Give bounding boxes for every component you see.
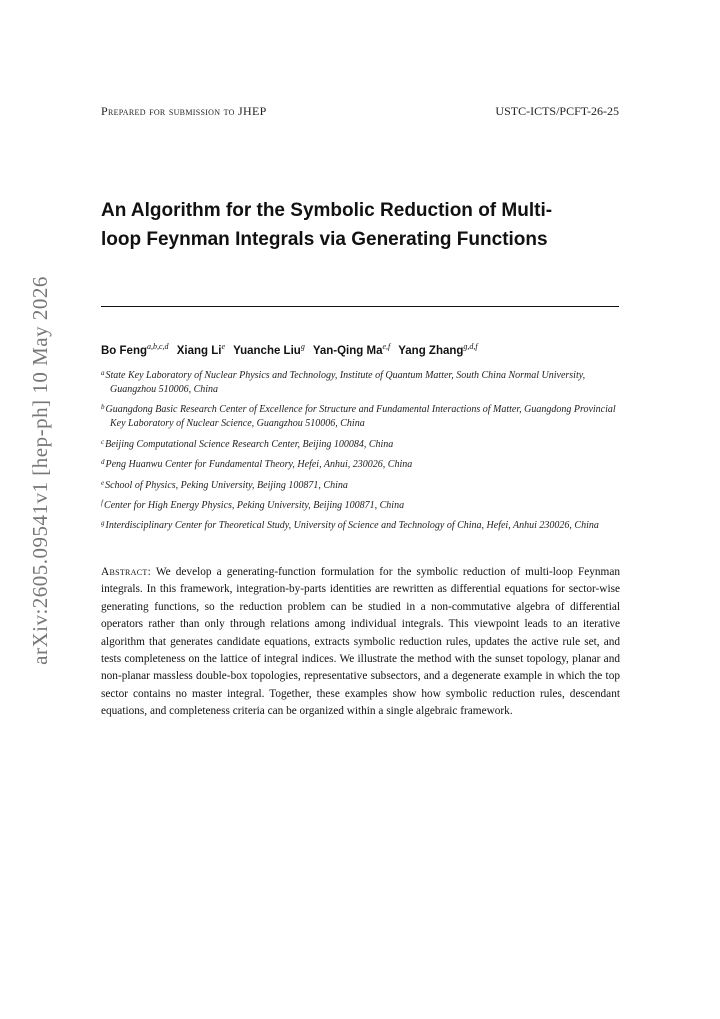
affiliation-text: Interdisciplinary Center for Theoretical Study, University of Science and Technology of China, Hefei, Anhui 230026, China bbox=[105, 520, 599, 532]
affiliation-mark: f bbox=[101, 498, 103, 507]
author-affil-marks: a,b,c,d bbox=[147, 342, 169, 351]
affiliation-text: Center for High Energy Physics, Peking University, Beijing 100871, China bbox=[103, 499, 405, 511]
author-affil-marks: g bbox=[300, 342, 305, 351]
author-affil-marks: g,d,f bbox=[463, 342, 478, 351]
affiliation-text: Guangdong Basic Research Center of Excellence for Structure and Fundamental Interactions of Matter, Guangdong Provincial Key Laboratory of Nuclear Science, Guangzhou 510006, China bbox=[105, 404, 616, 430]
author-affil-marks: e bbox=[221, 342, 226, 351]
report-number: USTC-ICTS/PCFT-26-25 bbox=[495, 104, 619, 118]
affiliation-text: School of Physics, Peking University, Beijing 100871, China bbox=[105, 479, 348, 491]
affiliation-mark: g bbox=[101, 519, 105, 528]
author-name: Yan-Qing Ma bbox=[312, 345, 383, 357]
author-name: Yuanche Liu bbox=[233, 345, 301, 357]
affiliation-mark: b bbox=[101, 403, 105, 412]
abstract bbox=[101, 564, 620, 721]
affiliation bbox=[101, 366, 621, 397]
page-header bbox=[101, 104, 619, 119]
affiliation-list bbox=[101, 366, 621, 537]
affiliation-text: Beijing Computational Science Research Center, Beijing 100084, China bbox=[105, 438, 394, 450]
author-affil-marks: e,f bbox=[382, 342, 391, 351]
abstract-label: Abstract: bbox=[101, 566, 152, 578]
author bbox=[176, 342, 226, 357]
affiliation bbox=[101, 516, 621, 533]
affiliation bbox=[101, 455, 621, 472]
paper-title: An Algorithm for the Symbolic Reduction of Multi-loop Feynman Integrals via Generating Functions bbox=[101, 200, 553, 250]
affiliation-text: State Key Laboratory of Nuclear Physics and Technology, Institute of Quantum Matter, South China Normal University, Guangzhou 510006, China bbox=[105, 370, 586, 395]
affiliation bbox=[101, 476, 621, 493]
affiliation-text: Peng Huanwu Center for Fundamental Theory, Hefei, Anhui, 230026, China bbox=[105, 459, 413, 471]
author-name: Bo Feng bbox=[101, 345, 147, 357]
author bbox=[101, 342, 169, 357]
author-name: Xiang Li bbox=[176, 345, 222, 357]
arxiv-identifier-stamp bbox=[22, 275, 58, 665]
affiliation bbox=[101, 400, 621, 431]
affiliation-mark: e bbox=[101, 478, 105, 487]
submission-note: Prepared for submission to JHEP bbox=[101, 104, 267, 118]
author bbox=[233, 342, 305, 357]
author-name: Yang Zhang bbox=[398, 345, 464, 357]
affiliation bbox=[101, 435, 621, 452]
affiliation-mark: c bbox=[101, 437, 105, 446]
affiliation-mark: a bbox=[101, 369, 105, 377]
author-list bbox=[101, 342, 619, 357]
author bbox=[312, 342, 391, 357]
affiliation bbox=[101, 496, 621, 513]
title-rule bbox=[101, 306, 619, 307]
author bbox=[398, 342, 478, 357]
abstract-text: We develop a generating-function formulation for the symbolic reduction of multi-loop Feynman integrals. In this framework, integration-by-parts identities are rewritten as differential equations for sector-wise generating functions, so the reduction problem can be studied in a non-commutative algebra of differential operators rather than only through relations among individual integrals. This viewpoint leads to an iterative algorithm that generates candidate equations, extracts symbolic reduction rules, updates the active rule set, and tests completeness on the lattice of integral indices. We illustrate the method with the sunset topology, planar and non-planar massless double-box topologies, representative subsectors, and a degenerate example in which the top sector contains no master integral. Together, these examples show how symbolic reduction rules, descendant equations, and completeness criteria can be organized within a single algebraic framework. bbox=[101, 566, 620, 718]
affiliation-mark: d bbox=[101, 458, 105, 467]
arxiv-identifier-text: arXiv:2605.09541v1 [hep-ph] 10 May 2026 bbox=[27, 275, 52, 665]
